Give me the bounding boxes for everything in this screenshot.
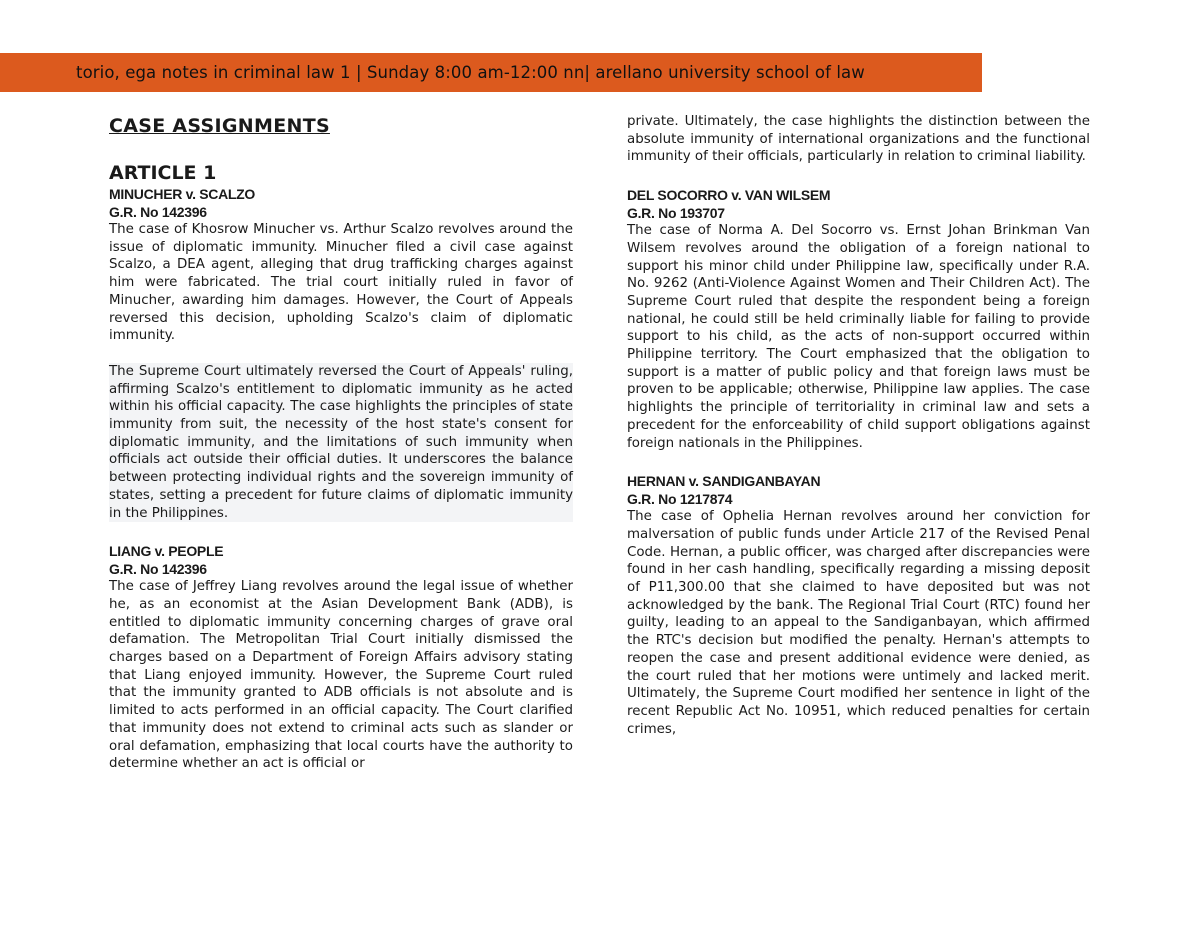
case-paragraph-liang-1: The case of Jeffrey Liang revolves around the legal issue of whether he, as an economist at the Asian Development Bank (ADB), is entitled to diplomatic immunity concerning charges of grave oral defamation. The Metropolitan Trial Court initially dismissed the charges based on a Department of Foreign Affairs advisory stating that Liang enjoyed immunity. However, the Supreme Court ruled that the immunity granted to ADB officials is not absolute and is limited to acts performed in an official capacity. The Court clarified that immunity does not extend to criminal acts such as slander or oral defamation, emphasizing that local courts have the authority to determine whether an act is official or [109, 579, 573, 772]
case-title-del-socorro: DEL SOCORRO v. VAN WILSEM [627, 187, 831, 204]
case-gr-hernan: G.R. No 1217874 [627, 491, 733, 508]
document-title: CASE ASSIGNMENTS [109, 115, 330, 137]
case-title-hernan: HERNAN v. SANDIGANBAYAN [627, 473, 821, 490]
case-gr-minucher: G.R. No 142396 [109, 204, 207, 220]
case-paragraph-minucher-1: The case of Khosrow Minucher vs. Arthur Scalzo revolves around the issue of diplomatic immunity. Minucher filed a civil case against Scalzo, a DEA agent, alleging that drug trafficking charges against him were fabricated. The trial court initially ruled in favor of Minucher, awarding him damages. However, the Court of Appeals reversed this decision, upholding Scalzo's claim of diplomatic immunity. [109, 222, 573, 344]
article-heading: ARTICLE 1 [109, 162, 217, 184]
case-paragraph-minucher-2: The Supreme Court ultimately reversed the Court of Appeals' ruling, affirming Scalzo's entitlement to diplomatic immunity as he acted within his official capacity. The case highlights the principles of state immunity from suit, the necessity of the host state's consent for diplomatic immunity, and the limitations of such immunity when officials act outside their official duties. It underscores the balance between protecting individual rights and the sovereign immunity of states, setting a precedent for future claims of diplomatic immunity in the Philippines. [109, 363, 573, 521]
case-gr-del-socorro: G.R. No 193707 [627, 205, 725, 222]
header-bar [0, 53, 982, 92]
case-gr-liang: G.R. No 142396 [109, 561, 207, 578]
header-text: torio, ega notes in criminal law 1 | Sunday 8:00 am-12:00 nn| arellano university school of law [76, 63, 865, 82]
case-paragraph-liang-continuation: private. Ultimately, the case highlights the distinction between the absolute immunity of international organizations and the functional immunity of their officials, particularly in relation to criminal liability. [627, 114, 1090, 165]
case-paragraph-del-socorro-1: The case of Norma A. Del Socorro vs. Ernst Johan Brinkman Van Wilsem revolves around the obligation of a foreign national to support his minor child under Philippine law, specifically under R.A. No. 9262 (Anti-Violence Against Women and Their Children Act). The Supreme Court ruled that despite the respondent being a foreign national, he could still be held criminally liable for failing to provide support to his child, as the acts of non-support occurred within Philippine territory. The Court emphasized that the obligation to support is a matter of public policy and that foreign laws must be proven to be applicable; otherwise, Philippine law applies. The case highlights the principle of territoriality in criminal law and sets a precedent for the enforceability of child support obligations against foreign nationals in the Philippines. [627, 223, 1090, 451]
case-title-minucher: MINUCHER v. SCALZO [109, 186, 256, 202]
right-column [627, 113, 1090, 738]
case-title-liang: LIANG v. PEOPLE [109, 543, 224, 560]
case-paragraph-hernan-1: The case of Ophelia Hernan revolves around her conviction for malversation of public funds under Article 217 of the Revised Penal Code. Hernan, a public officer, was charged after discrepancies were found in her cash handling, specifically regarding a missing deposit of P11,300.00 that she claimed to have deposited but was not acknowledged by the bank. The Regional Trial Court (RTC) found her guilty, leading to an appeal to the Sandiganbayan, which affirmed the RTC's decision but modified the penalty. Hernan's attempts to reopen the case and present additional evidence were denied, as the court ruled that her motions were untimely and lacked merit. Ultimately, the Supreme Court modified her sentence in light of the recent Republic Act No. 10951, which reduced penalties for certain crimes, [627, 509, 1090, 737]
left-column [109, 113, 573, 773]
